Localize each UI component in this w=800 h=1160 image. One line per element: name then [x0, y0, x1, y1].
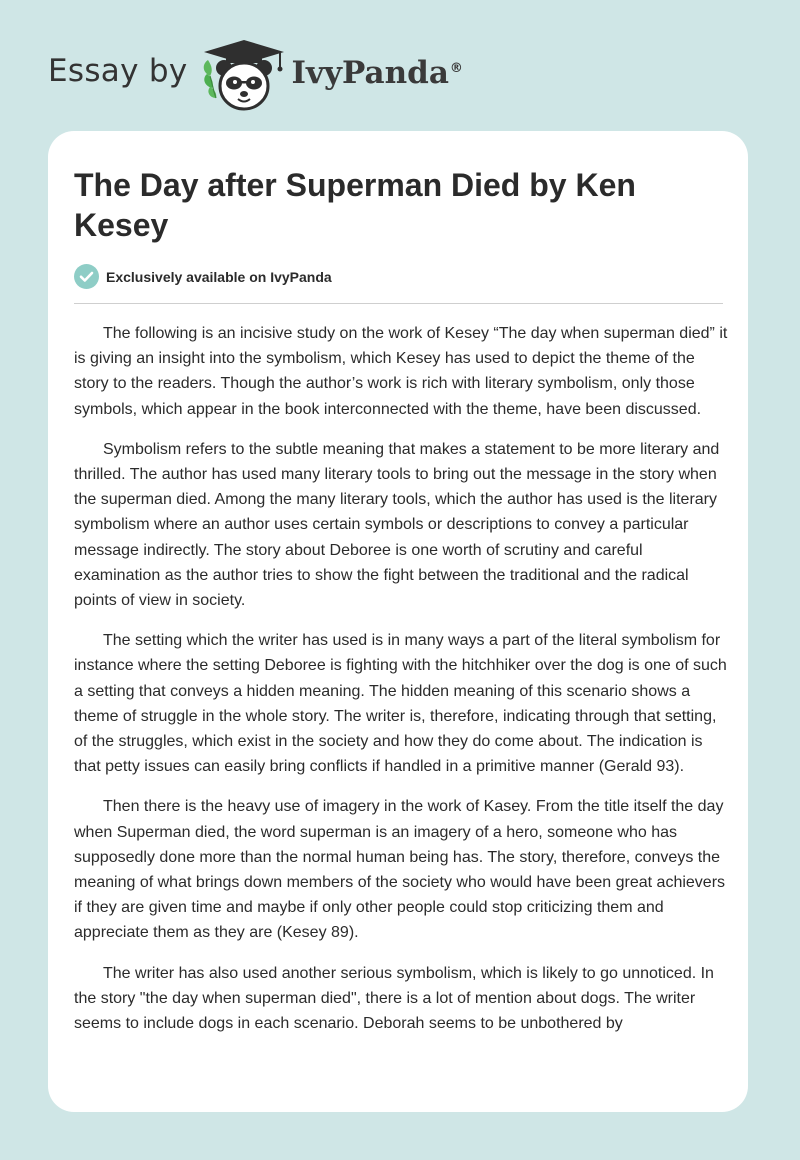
brand-name	[292, 55, 463, 91]
check-circle-icon	[74, 264, 99, 289]
paragraph: The setting which the writer has used is in many ways a part of the literal symbolism for instance where the setting Deboree is fighting with the hitchhiker over the dog is one of such a setting that conveys a hidden meaning. The hidden meaning of this scenario shows a theme of struggle in the whole story. The writer is, therefore, indicating through that setting, of the struggles, which exist in the society and how they do come about. The indication is that petty issues can easily bring conflicts if handled in a primitive manner (Gerald 93).	[74, 632, 727, 776]
brand-name-text: IvyPanda	[291, 55, 449, 91]
paragraph: The writer has also used another serious symbolism, which is likely to go unnoticed. In the story "the day when superman died", there is a lot of mention about dogs. The writer seems to include dogs in each scenario. Deborah seems to be unbothered by	[74, 964, 714, 1033]
registered-mark: ®	[449, 60, 463, 76]
brand-header[interactable]	[48, 36, 463, 112]
paragraph: The following is an incisive study on the work of Kesey “The day when superman died” it is giving an insight into the symbolism, which Kesey has used to depict the theme of the story to the readers. Though the author’s work is rich with literary symbolism, only those symbols, which appear in the book interconnected with the theme, have been discussed.	[74, 325, 728, 418]
brand-prefix: Essay by	[48, 53, 188, 89]
essay-card	[48, 131, 748, 1112]
paragraph: Then there is the heavy use of imagery in the work of Kasey. From the title itself the day when Superman died, the word superman is an imagery of a hero, someone who has supposedly done more than the normal human being has. The story, therefore, conveys the meaning of what brings down members of the society who would have been great achievers if they are given time and maybe if only other people could stop criticizing them and appreciate them as they are (Kesey 89).	[74, 798, 726, 942]
essay-body	[74, 321, 728, 1051]
panda-graduate-icon	[198, 36, 290, 112]
badge-label: Exclusively available on IvyPanda	[106, 268, 332, 285]
divider	[74, 303, 723, 304]
exclusive-badge	[74, 264, 332, 289]
ivy-leaf-icon	[203, 60, 216, 98]
paragraph: Symbolism refers to the subtle meaning that makes a statement to be more literary and thrilled. The author has used many literary tools to bring out the message in the story when the superman died. Among the many literary tools, which the author has used is the literary symbolism where an author uses certain symbols or descriptions to convey a particular message indirectly. The story about Deboree is one worth of scrutiny and careful examination as the author tries to show the fight between the traditional and the radical points of view in society.	[74, 440, 720, 610]
page-title: The Day after Superman Died by Ken Kesey	[74, 167, 636, 243]
